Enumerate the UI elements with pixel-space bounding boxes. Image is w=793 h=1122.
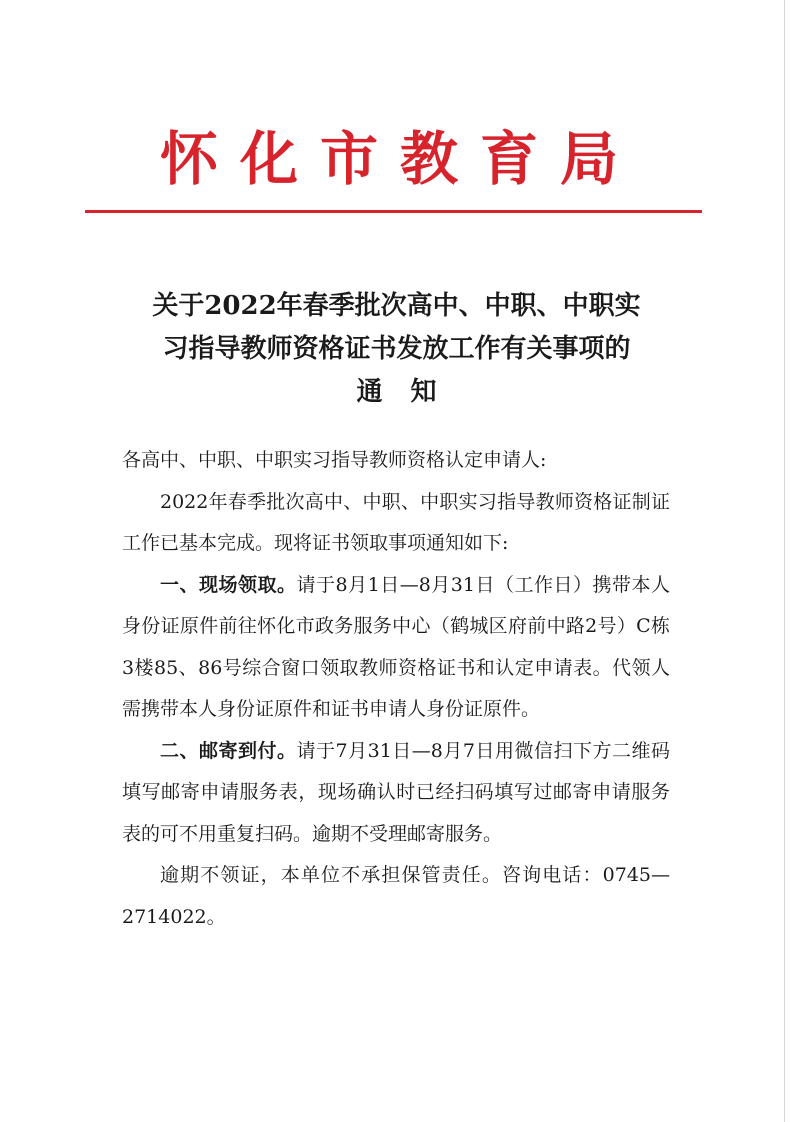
document-body [122,440,670,938]
intro-paragraph: 2022年春季批次高中、中职、中职实习指导教师资格证制证工作已基本完成。现将证书领取事项通知如下: [122,490,670,554]
section-2-heading: 二、邮寄到付。 [160,739,297,762]
salutation: 各高中、中职、中职实习指导教师资格认定申请人: [122,449,547,471]
title-line-1: 关于2022年春季批次高中、中职、中职实 [152,291,641,321]
section-1-paragraph [122,565,670,731]
letterhead-red-rule [85,210,702,213]
section-2-paragraph [122,731,670,856]
page-edge-line [784,0,785,1122]
section-1-text: 请于8月1日—8月31日（工作日）携带本人身份证原件前往怀化市政务服务中心（鹤城区府前中路2号）C栋3楼85、86号综合窗口领取教师资格证书和认定申请表。代领人需携带本人身份证原件和证书申请人身份证原件。 [122,573,670,720]
title-line-3: 通知 [356,377,465,407]
document-title [110,285,683,414]
section-1-heading: 一、现场领取。 [160,573,297,596]
letterhead-org-name: 怀化市教育局 [159,125,640,193]
section-2-text: 请于7月31日—8月7日用微信扫下方二维码填写邮寄申请服务表，现场确认时已经扫码填写过邮寄申请服务表的可不用重复扫码。逾期不受理邮寄服务。 [122,739,670,845]
title-line-2: 习指导教师资格证书发放工作有关事项的 [162,334,631,364]
closing-paragraph: 逾期不领证，本单位不承担保管责任。咨询电话：0745—2714022。 [122,864,670,928]
